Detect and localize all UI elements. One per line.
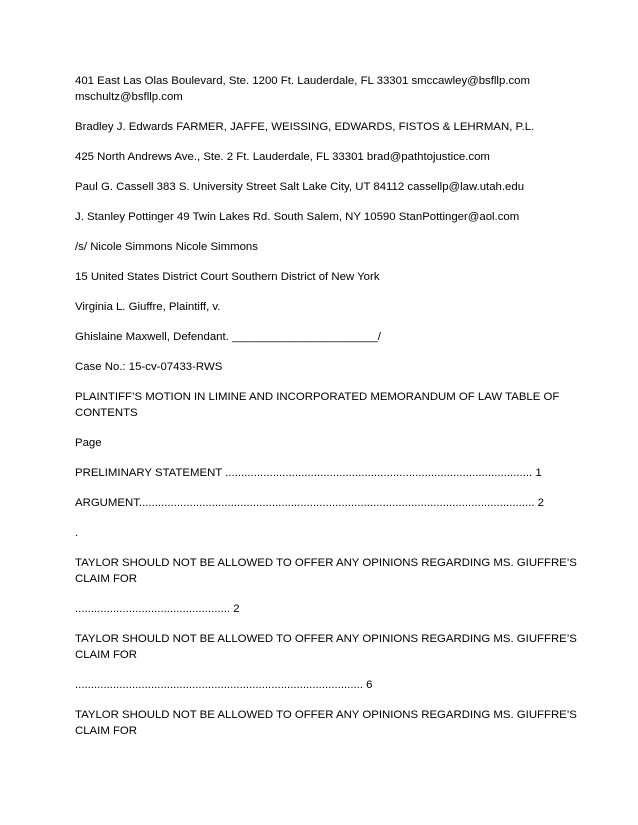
edwards-line: Bradley J. Edwards FARMER, JAFFE, WEISSING, EDWARDS, FISTOS & LEHRMAN, P.L. (75, 121, 535, 133)
counsel-address-block (75, 73, 555, 105)
address-line-1: 401 East Las Olas Boulevard, Ste. 1200 Ft. Lauderdale, FL 33301 smccawley@bsfllp.com (75, 75, 530, 87)
defendant-line: Ghislaine Maxwell, Defendant. _______________________/ (75, 331, 381, 343)
motion-title-line-1: PLAINTIFF’S MOTION IN LIMINE AND INCORPORATED MEMORANDUM OF LAW TABLE OF (75, 391, 560, 403)
toc-argument: ARGUMENT............................................................................................................................. 2 (75, 497, 545, 509)
edwards-address: 425 North Andrews Ave., Ste. 2 Ft. Lauderdale, FL 33301 brad@pathtojustice.com (75, 151, 490, 163)
taylor-heading-2-line-1: TAYLOR SHOULD NOT BE ALLOWED TO OFFER ANY OPINIONS REGARDING MS. GIUFFRE’S (75, 633, 577, 645)
taylor-heading-3 (75, 707, 577, 739)
document-page (75, 73, 577, 753)
cassell-line: Paul G. Cassell 383 S. University Street Salt Lake City, UT 84112 cassellp@law.utah.edu (75, 181, 525, 193)
taylor-heading-3-line-2: CLAIM FOR (75, 725, 138, 737)
taylor-heading-3-line-1: TAYLOR SHOULD NOT BE ALLOWED TO OFFER ANY OPINIONS REGARDING MS. GIUFFRE’S (75, 709, 577, 721)
plaintiff-line: Virginia L. Giuffre, Plaintiff, v. (75, 301, 221, 313)
case-number: Case No.: 15-cv-07433-RWS (75, 361, 223, 373)
taylor-heading-1 (75, 555, 577, 587)
taylor-heading-2 (75, 631, 577, 663)
address-line-2: mschultz@bsfllp.com (75, 91, 183, 103)
page-label: Page (75, 437, 102, 449)
toc-preliminary-statement: PRELIMINARY STATEMENT ................................................................................................. 1 (75, 467, 542, 479)
taylor-heading-1-line-2: CLAIM FOR (75, 573, 138, 585)
motion-title-line-2: CONTENTS (75, 407, 138, 419)
dot-line: . (75, 527, 79, 539)
taylor-heading-2-line-2: CLAIM FOR (75, 649, 138, 661)
pottinger-line: J. Stanley Pottinger 49 Twin Lakes Rd. South Salem, NY 10590 StanPottinger@aol.com (75, 211, 520, 223)
taylor-heading-1-line-1: TAYLOR SHOULD NOT BE ALLOWED TO OFFER ANY OPINIONS REGARDING MS. GIUFFRE’S (75, 557, 577, 569)
toc-dots-1: ................................................. 2 (75, 603, 240, 615)
signature-line: /s/ Nicole Simmons Nicole Simmons (75, 241, 258, 253)
toc-dots-2: ........................................................................................... 6 (75, 679, 373, 691)
court-line: 15 United States District Court Southern District of New York (75, 271, 380, 283)
motion-title (75, 389, 560, 421)
